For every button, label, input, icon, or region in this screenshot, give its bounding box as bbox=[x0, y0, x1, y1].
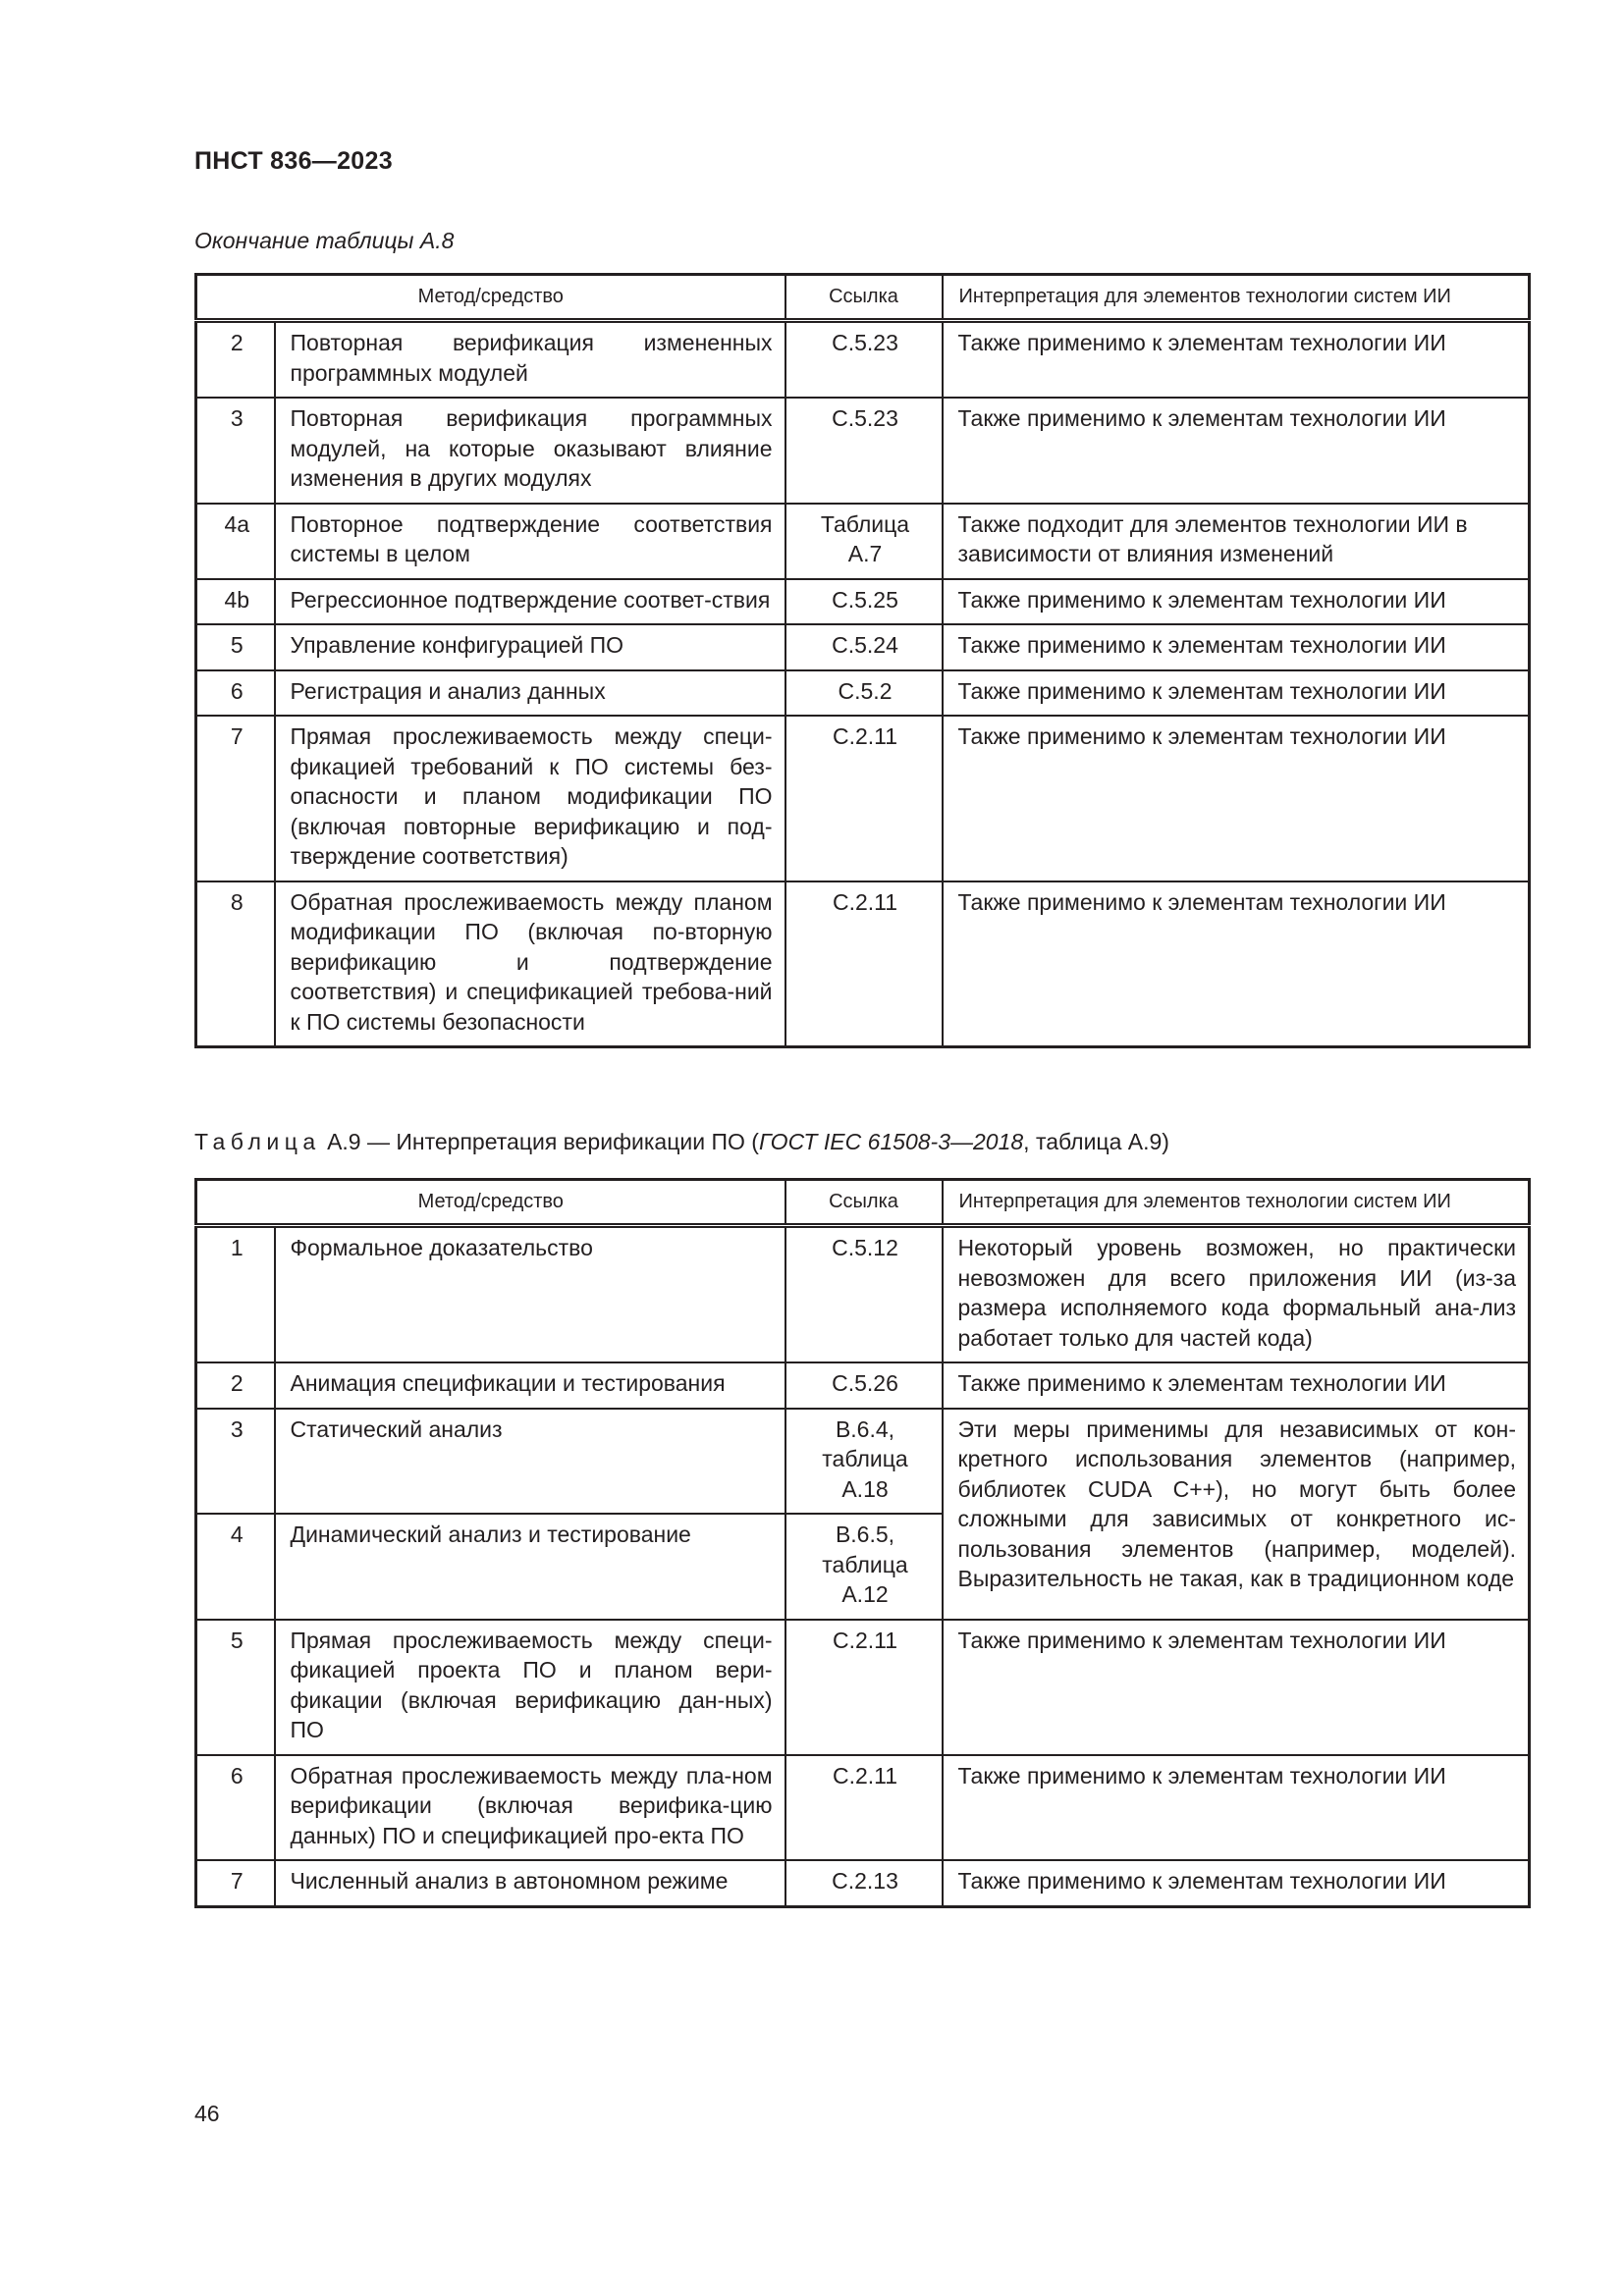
table-row bbox=[196, 716, 1530, 881]
table-row bbox=[196, 670, 1530, 717]
method-cell: Обратная прослеживаемость между пла-ном верификации (включая верифика-цию данных) ПО и спецификацией про-екта ПО bbox=[275, 1755, 785, 1861]
standard-reference: ГОСТ IEC 61508-3—2018 bbox=[758, 1129, 1024, 1154]
column-header-method: Метод/средство bbox=[196, 1180, 785, 1226]
table-row bbox=[196, 1620, 1530, 1755]
row-number: 3 bbox=[196, 398, 275, 504]
table-header-row bbox=[196, 275, 1530, 321]
table-row bbox=[196, 624, 1530, 670]
interpretation-cell: Также применимо к элементам технологии ИИ bbox=[943, 670, 1530, 717]
row-number: 2 bbox=[196, 1362, 275, 1409]
interpretation-cell: Также применимо к элементам технологии ИИ bbox=[943, 1620, 1530, 1755]
table-header-row bbox=[196, 1180, 1530, 1226]
row-number: 7 bbox=[196, 1860, 275, 1906]
method-cell: Формальное доказательство bbox=[275, 1226, 785, 1363]
table-row bbox=[196, 1226, 1530, 1363]
table-row bbox=[196, 579, 1530, 625]
interpretation-cell: Также применимо к элементам технологии ИИ bbox=[943, 321, 1530, 399]
interpretation-cell: Эти меры применимы для независимых от кон-кретного использования элементов (например, библиотек CUDA C++), но могут быть более сложными для зависимых от конкретного ис-пользования элементов (например, моделей). Выразительность не такая, как в традиционном коде bbox=[943, 1409, 1530, 1620]
row-number: 4 bbox=[196, 1514, 275, 1620]
method-cell: Регистрация и анализ данных bbox=[275, 670, 785, 717]
table-row bbox=[196, 398, 1530, 504]
interpretation-cell: Также применимо к элементам технологии ИИ bbox=[943, 579, 1530, 625]
method-cell: Динамический анализ и тестирование bbox=[275, 1514, 785, 1620]
column-header-interpretation: Интерпретация для элементов технологии систем ИИ bbox=[943, 275, 1530, 321]
table-title-text: А.9 — Интерпретация верификации ПО ( bbox=[320, 1129, 759, 1154]
page-number: 46 bbox=[194, 2101, 220, 2126]
reference-cell: C.2.11 bbox=[785, 716, 943, 881]
reference-cell: C.5.12 bbox=[785, 1226, 943, 1363]
column-header-ref: Ссылка bbox=[785, 275, 943, 321]
method-cell: Статический анализ bbox=[275, 1409, 785, 1515]
reference-cell: C.2.11 bbox=[785, 1620, 943, 1755]
row-number: 1 bbox=[196, 1226, 275, 1363]
reference-cell: C.2.11 bbox=[785, 1755, 943, 1861]
method-cell: Обратная прослеживаемость между планом модификации ПО (включая по-вторную верификацию и подтверждение соответствия) и спецификацией требова-ний к ПО системы безопасности bbox=[275, 881, 785, 1047]
reference-cell: C.5.23 bbox=[785, 321, 943, 399]
interpretation-cell: Также применимо к элементам технологии ИИ bbox=[943, 1362, 1530, 1409]
row-number: 6 bbox=[196, 670, 275, 717]
table-row bbox=[196, 1362, 1530, 1409]
reference-cell: В.6.5, таблица А.12 bbox=[785, 1514, 943, 1620]
column-header-ref: Ссылка bbox=[785, 1180, 943, 1226]
table-row bbox=[196, 881, 1530, 1047]
row-number: 3 bbox=[196, 1409, 275, 1515]
row-number: 7 bbox=[196, 716, 275, 881]
method-cell: Повторная верификация программных модулей, на которые оказывают влияние изменения в других модулях bbox=[275, 398, 785, 504]
row-number: 5 bbox=[196, 624, 275, 670]
method-cell: Численный анализ в автономном режиме bbox=[275, 1860, 785, 1906]
method-cell: Прямая прослеживаемость между специ-фикацией проекта ПО и планом вери-фикации (включая верификацию дан-ных) ПО bbox=[275, 1620, 785, 1755]
row-number: 5 bbox=[196, 1620, 275, 1755]
row-number: 2 bbox=[196, 321, 275, 399]
interpretation-cell: Некоторый уровень возможен, но практически невозможен для всего приложения ИИ (из-за размера исполняемого кода формальный ана-лиз работает только для частей кода) bbox=[943, 1226, 1530, 1363]
reference-cell: C.5.2 bbox=[785, 670, 943, 717]
interpretation-cell: Также применимо к элементам технологии ИИ bbox=[943, 1860, 1530, 1906]
row-number: 8 bbox=[196, 881, 275, 1047]
column-header-interpretation: Интерпретация для элементов технологии систем ИИ bbox=[943, 1180, 1530, 1226]
table-title-end: , таблица А.9) bbox=[1023, 1129, 1169, 1154]
reference-cell: C.5.23 bbox=[785, 398, 943, 504]
method-cell: Прямая прослеживаемость между специ-фикацией требований к ПО системы без-опасности и планом модификации ПО (включая повторные верификацию и под-тверждение соответствия) bbox=[275, 716, 785, 881]
table-row bbox=[196, 1409, 1530, 1515]
column-header-method: Метод/средство bbox=[196, 275, 785, 321]
document-id: ПНСТ 836—2023 bbox=[194, 147, 393, 175]
method-cell: Управление конфигурацией ПО bbox=[275, 624, 785, 670]
interpretation-cell: Также применимо к элементам технологии ИИ bbox=[943, 881, 1530, 1047]
table-row bbox=[196, 1860, 1530, 1906]
row-number: 6 bbox=[196, 1755, 275, 1861]
method-cell: Повторная верификация измененных программных модулей bbox=[275, 321, 785, 399]
table-a9 bbox=[194, 1178, 1531, 1908]
reference-cell: C.2.11 bbox=[785, 881, 943, 1047]
method-cell: Анимация спецификации и тестирования bbox=[275, 1362, 785, 1409]
reference-cell: C.5.25 bbox=[785, 579, 943, 625]
table-a8-caption: Окончание таблицы А.8 bbox=[194, 228, 455, 253]
interpretation-cell: Также применимо к элементам технологии ИИ bbox=[943, 624, 1530, 670]
row-number: 4b bbox=[196, 579, 275, 625]
interpretation-cell: Также применимо к элементам технологии ИИ bbox=[943, 716, 1530, 881]
table-label: Таблица bbox=[194, 1129, 321, 1154]
reference-cell: C.5.26 bbox=[785, 1362, 943, 1409]
interpretation-cell: Также подходит для элементов технологии ИИ в зависимости от влияния изменений bbox=[943, 504, 1530, 579]
row-number: 4a bbox=[196, 504, 275, 579]
table-row bbox=[196, 504, 1530, 579]
table-row bbox=[196, 321, 1530, 399]
interpretation-cell: Также применимо к элементам технологии ИИ bbox=[943, 398, 1530, 504]
table-row bbox=[196, 1755, 1530, 1861]
reference-cell: C.2.13 bbox=[785, 1860, 943, 1906]
table-a9-title bbox=[194, 1129, 1169, 1155]
method-cell: Регрессионное подтверждение соответ-ствия bbox=[275, 579, 785, 625]
reference-cell: C.5.24 bbox=[785, 624, 943, 670]
reference-cell: Таблица А.7 bbox=[785, 504, 943, 579]
method-cell: Повторное подтверждение соответствия системы в целом bbox=[275, 504, 785, 579]
table-a8 bbox=[194, 273, 1531, 1048]
reference-cell: В.6.4, таблица А.18 bbox=[785, 1409, 943, 1515]
interpretation-cell: Также применимо к элементам технологии ИИ bbox=[943, 1755, 1530, 1861]
